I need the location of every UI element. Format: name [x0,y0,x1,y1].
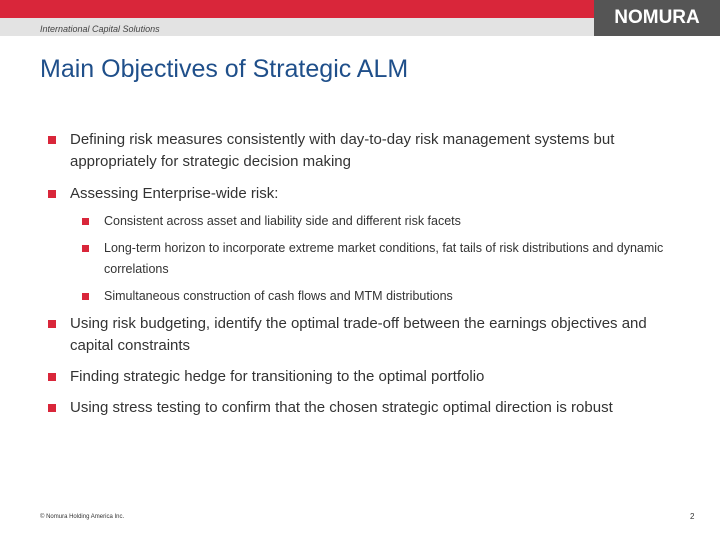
bullet-text: Using risk budgeting, identify the optimal trade-off between the earnings objectives and capital constraints [70,315,647,354]
footer-copyright: © Nomura Holding America Inc. [40,514,125,520]
square-bullet-icon [48,320,56,328]
sub-bullet-item [82,211,688,232]
bullet-item [48,183,688,205]
slide-content [48,129,688,419]
bullet-item [48,129,688,173]
bullet-text: Using stress testing to confirm that the chosen strategic optimal direction is robust [70,399,613,416]
square-bullet-icon [48,190,56,198]
sub-bullet-text: Consistent across asset and liability side and different risk facets [104,214,461,228]
square-bullet-icon [82,218,89,225]
sub-bullet-list [48,211,688,307]
bullet-item [48,313,688,357]
nomura-logo [594,0,720,36]
bullet-text: Defining risk measures consistently with day-to-day risk management systems but appropriately for strategic decision making [70,131,615,170]
bullet-text: Assessing Enterprise-wide risk: [70,185,279,202]
square-bullet-icon [48,136,56,144]
square-bullet-icon [82,245,89,252]
header-subtitle: International Capital Solutions [40,24,160,34]
bullet-item [48,397,688,419]
bullet-text: Finding strategic hedge for transitioning to the optimal portfolio [70,368,485,385]
sub-bullet-item [82,238,688,280]
sub-bullet-text: Simultaneous construction of cash flows and MTM distributions [104,289,453,303]
sub-bullet-text: Long-term horizon to incorporate extreme market conditions, fat tails of risk distributions and dynamic correlations [104,241,664,276]
page-number: 2 [690,512,695,521]
bullet-item [48,366,688,388]
logo-text: NOMURA [614,7,700,28]
slide-title: Main Objectives of Strategic ALM [40,55,409,83]
square-bullet-icon [82,293,89,300]
square-bullet-icon [48,404,56,412]
sub-bullet-item [82,286,688,307]
square-bullet-icon [48,373,56,381]
